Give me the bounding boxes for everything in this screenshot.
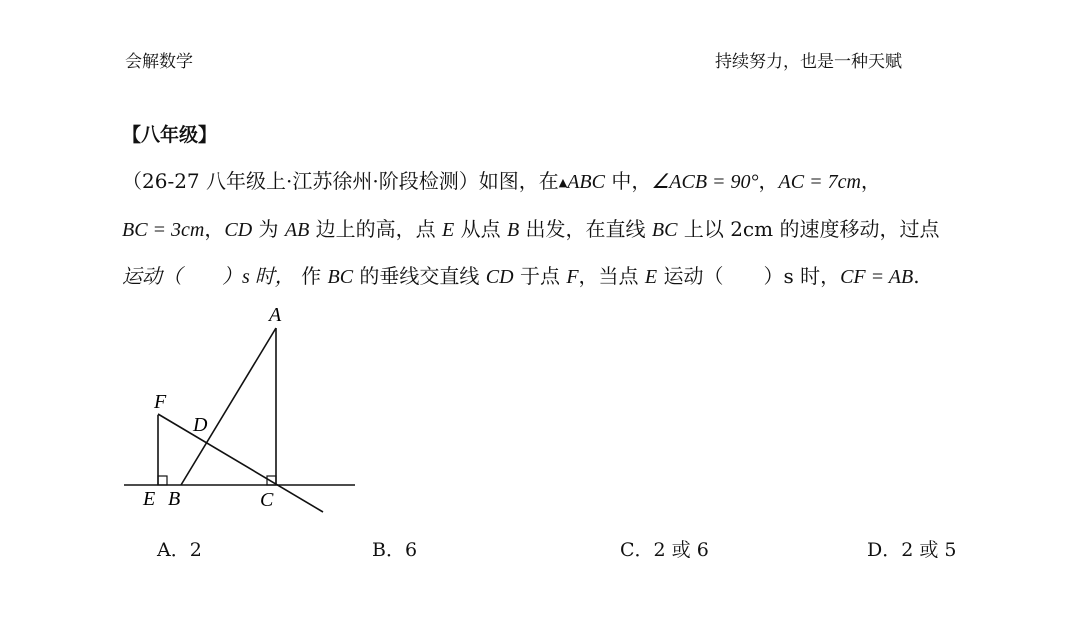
math-bc: BC [327,266,354,288]
header-right: 持续努力，也是一种天赋 [715,52,902,72]
math-f: F [566,266,579,288]
math-b: B [506,219,520,241]
math-ab: AB [284,219,310,241]
math-e: E [442,219,455,241]
question-text: 边上的高，点 [309,217,443,241]
option-b: B．6 [372,539,418,561]
question-text: （26-27 八年级上·江苏徐州·阶段检测）如图，在 [122,169,559,193]
question-text: 从点 [454,217,507,241]
question-line-2 [122,213,939,242]
question-text: ， [758,169,779,193]
header-left: 会解数学 [125,52,193,72]
label-d: D [193,414,208,436]
question-text: ， [860,169,881,193]
math-e: 运动（ ）s 时， [122,266,295,288]
label-c: C [260,489,274,511]
right-angle-mark-e [158,476,167,485]
grade-tag: 【八年级】 [122,124,218,146]
line-cd [158,414,323,512]
label-a: A [269,304,282,326]
line-ab [181,328,276,485]
question-text: 上以 2cm 的速度移动，过点 [677,217,940,241]
question-text: 出发，在直线 [519,217,652,241]
geometry-figure [110,300,370,520]
math-cd: CD [224,219,253,241]
question-text: 为 [252,217,285,241]
question-text: ，当点 [578,264,645,288]
math-bc: BC = 3cm [122,219,205,241]
math-cd: CD [485,266,514,288]
triangle-symbol: ▲ [558,176,568,189]
math-cf-eq-ab: CF = AB [840,266,914,288]
math-angle: ∠ACB = 90° [651,171,759,193]
question-text: 作 [294,264,328,288]
option-a: A．2 [157,539,202,561]
question-text: 中， [604,169,652,193]
question-text: 的垂线交直线 [353,264,486,288]
question-line-1 [122,165,881,194]
math-ac: AC = 7cm [778,171,861,193]
question-text: . [913,264,920,288]
question-text: ， [204,217,225,241]
math-bc: BC [651,219,678,241]
label-b: B [168,488,181,510]
question-line-3 [122,260,920,289]
math-abc: ABC [567,171,605,193]
question-text: 运动（ ）s 时， [657,264,841,288]
option-c: C．2 或 6 [620,539,709,561]
option-d: D．2 或 5 [867,539,957,561]
label-f: F [154,391,167,413]
math-e: E [644,266,658,288]
label-e: E [143,488,156,510]
question-text: 于点 [513,264,567,288]
